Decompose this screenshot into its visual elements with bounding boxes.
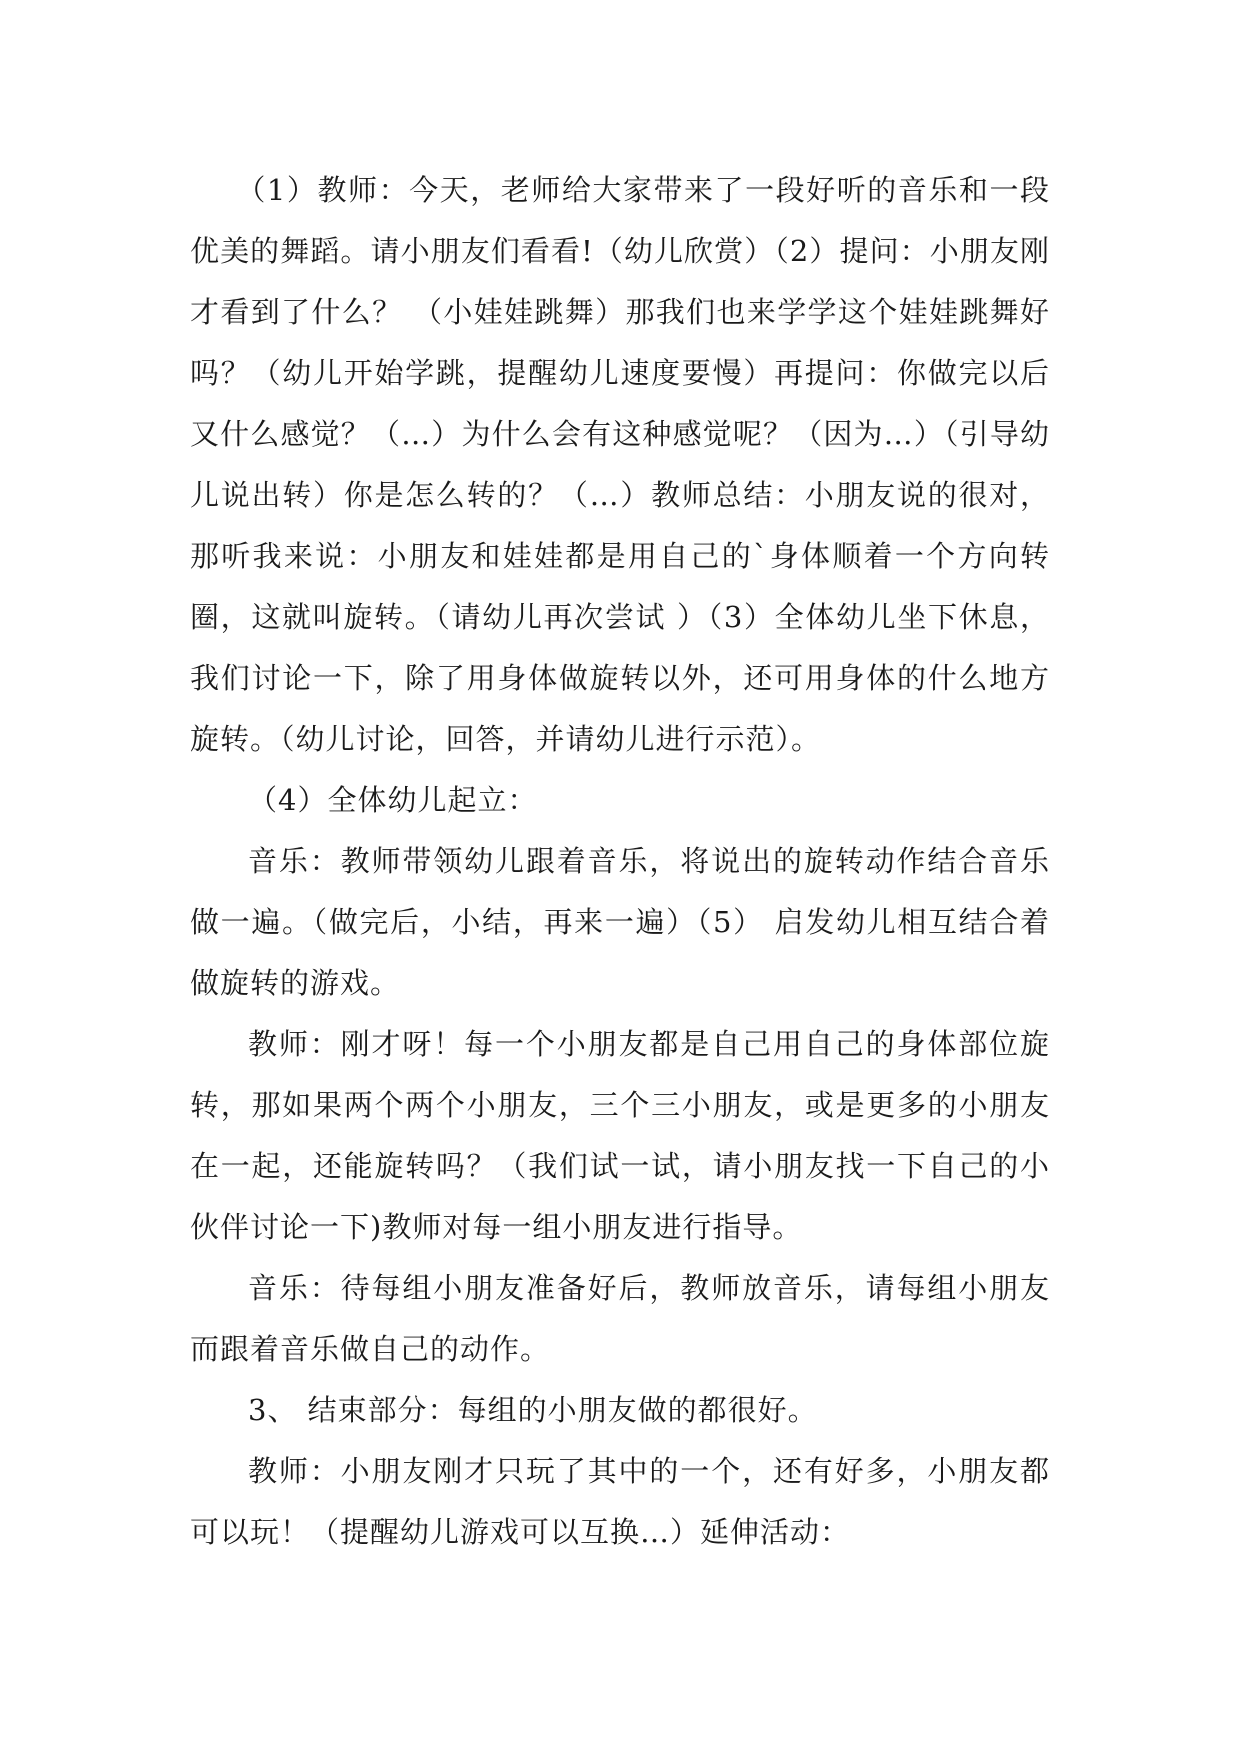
paragraph-music-rotation: 音乐：教师带领幼儿跟着音乐，将说出的旋转动作结合音乐做一遍。（做完后，小结，再来一遍）（5） 启发幼儿相互结合着做旋转的游戏。 xyxy=(190,844,1050,1000)
paragraph-ending: 3、 结束部分：每组的小朋友做的都很好。 xyxy=(248,1393,818,1427)
paragraph-teacher-intro: （1）教师：今天，老师给大家带来了一段好听的音乐和一段优美的舞蹈。请小朋友们看看!（幼儿欣赏）（2）提问：小朋友刚才看到了什么？ （小娃娃跳舞）那我们也来学学这个娃娃跳舞好吗？（幼儿开始学跳，提醒幼儿速度要慢）再提问：你做完以后又什么感觉？（…）为什么会有这种感觉呢？（因为…）（引导幼儿说出转）你是怎么转的？（…）教师总结：小朋友说的很对，那听我来说：小朋友和娃娃都是用自己的`身体顺着一个方向转圈，这就叫旋转。（请幼儿再次尝试 ）（3）全体幼儿坐下休息，我们讨论一下，除了用身体做旋转以外，还可用身体的什么地方旋转。（幼儿讨论，回答，并请幼儿进行示范）。 xyxy=(190,173,1050,756)
paragraph-all-stand: （4）全体幼儿起立： xyxy=(248,783,538,817)
document-page xyxy=(190,160,1050,1563)
paragraph-extension: 教师：小朋友刚才只玩了其中的一个，还有好多，小朋友都可以玩！（提醒幼儿游戏可以互换…）延伸活动： xyxy=(190,1454,1050,1549)
paragraph-music-groups: 音乐：待每组小朋友准备好后，教师放音乐，请每组小朋友而跟着音乐做自己的动作。 xyxy=(190,1271,1050,1366)
paragraph-teacher-groups: 教师：刚才呀！每一个小朋友都是自己用自己的身体部位旋转，那如果两个两个小朋友，三个三小朋友，或是更多的小朋友在一起，还能旋转吗？（我们试一试，请小朋友找一下自己的小伙伴讨论一下)教师对每一组小朋友进行指导。 xyxy=(190,1027,1050,1244)
